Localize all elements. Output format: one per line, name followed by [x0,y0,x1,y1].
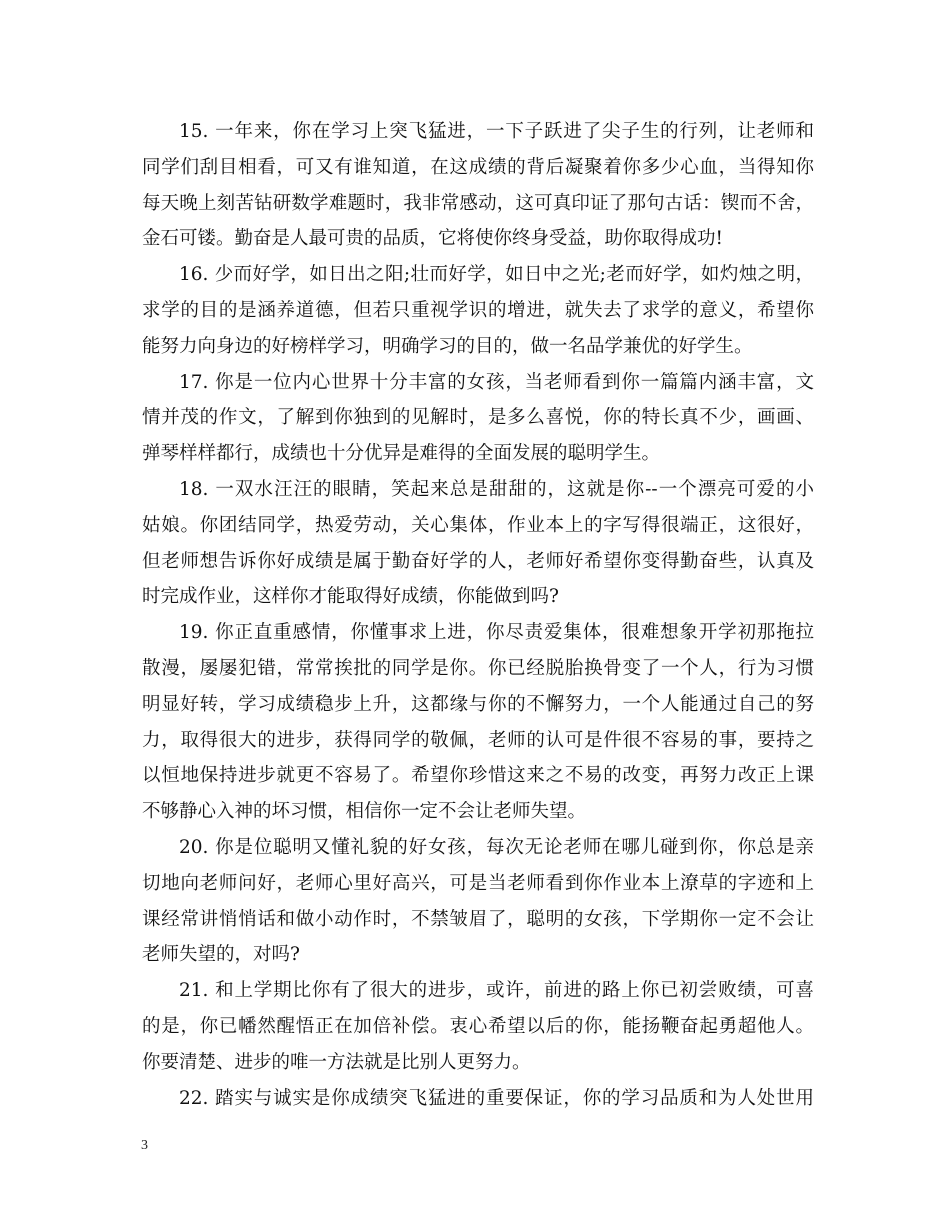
paragraph-15 [142,114,814,257]
text-line: 19. 你正直重感情，你懂事求上进，你尽责爱集体，很难想象开学初那拖拉 [179,622,814,644]
text-line: 散漫，屡屡犯错，常常挨批的同学是你。你已经脱胎换骨变了一个人，行为习惯 [142,657,814,679]
text-line: 时完成作业，这样你才能取得好成绩，你能做到吗? [142,586,559,608]
text-line: 弹琴样样都行，成绩也十分优异是难得的全面发展的聪明学生。 [142,443,661,465]
text-line: 情并茂的作文，了解到你独到的见解时，是多么喜悦，你的特长真不少，画画、 [142,407,814,429]
paragraph-21 [142,973,814,1080]
paragraph-19 [142,615,814,830]
paragraph-16 [142,257,814,364]
text-line: 明显好转，学习成绩稳步上升，这都缘与你的不懈努力，一个人能通过自己的努 [142,693,814,715]
text-line: 不够静心入神的坏习惯，相信你一定不会让老师失望。 [142,801,587,823]
text-line: 姑娘。你团结同学，热爱劳动，关心集体，作业本上的字写得很端正，这很好， [142,514,814,536]
text-line: 老师失望的，对吗? [142,944,300,966]
paragraph-20 [142,830,814,973]
text-line: 17. 你是一位内心世界十分丰富的女孩，当老师看到你一篇篇内涵丰富，文 [179,371,814,393]
text-line: 18. 一双水汪汪的眼睛，笑起来总是甜甜的，这就是你--一个漂亮可爱的小 [179,478,814,500]
text-line: 每天晚上刻苦钻研数学难题时，我非常感动，这可真印证了那句古话：锲而不舍， [142,192,814,214]
text-line: 但老师想告诉你好成绩是属于勤奋好学的人，老师好希望你变得勤奋些，认真及 [142,550,814,572]
text-line: 16. 少而好学，如日出之阳;壮而好学，如日中之光;老而好学，如灼烛之明， [179,264,814,286]
paragraph-17 [142,365,814,472]
text-line: 能努力向身边的好榜样学习，明确学习的目的，做一名品学兼优的好学生。 [142,335,753,357]
page-number: 3 [141,1138,148,1153]
text-line: 的是，你已幡然醒悟正在加倍补偿。衷心希望以后的你，能扬鞭奋起勇超他人。 [142,1015,814,1037]
text-line: 求学的目的是涵养道德，但若只重视学识的增进，就失去了求学的意义，希望你 [142,299,814,321]
text-line: 金石可镂。勤奋是人最可贵的品质，它将使你终身受益，助你取得成功! [142,228,723,250]
text-line: 力，取得很大的进步，获得同学的敬佩，老师的认可是件很不容易的事，要持之 [142,729,814,751]
paragraph-18 [142,472,814,615]
text-line: 21. 和上学期比你有了很大的进步，或许，前进的路上你已初尝败绩，可喜 [179,980,814,1002]
text-line: 切地向老师问好，老师心里好高兴，可是当老师看到你作业本上潦草的字迹和上 [142,872,814,894]
text-line: 15. 一年来，你在学习上突飞猛进，一下子跃进了尖子生的行列，让老师和 [179,121,814,142]
text-line: 以恒地保持进步就更不容易了。希望你珍惜这来之不易的改变，再努力改正上课 [142,765,814,787]
text-line: 同学们刮目相看，可又有谁知道，在这成绩的背后凝聚着你多少心血，当得知你 [142,156,814,178]
text-line: 你要清楚、进步的唯一方法就是比别人更努力。 [142,1051,531,1073]
text-line: 22. 踏实与诚实是你成绩突飞猛进的重要保证，你的学习品质和为人处世用 [179,1087,814,1109]
text-line: 20. 你是位聪明又懂礼貌的好女孩，每次无论老师在哪儿碰到你，你总是亲 [179,836,814,858]
paragraph-22 [142,1081,814,1117]
text-line: 课经常讲悄悄话和做小动作时，不禁皱眉了，聪明的女孩，下学期你一定不会让 [142,908,814,930]
document-body [142,114,814,1116]
